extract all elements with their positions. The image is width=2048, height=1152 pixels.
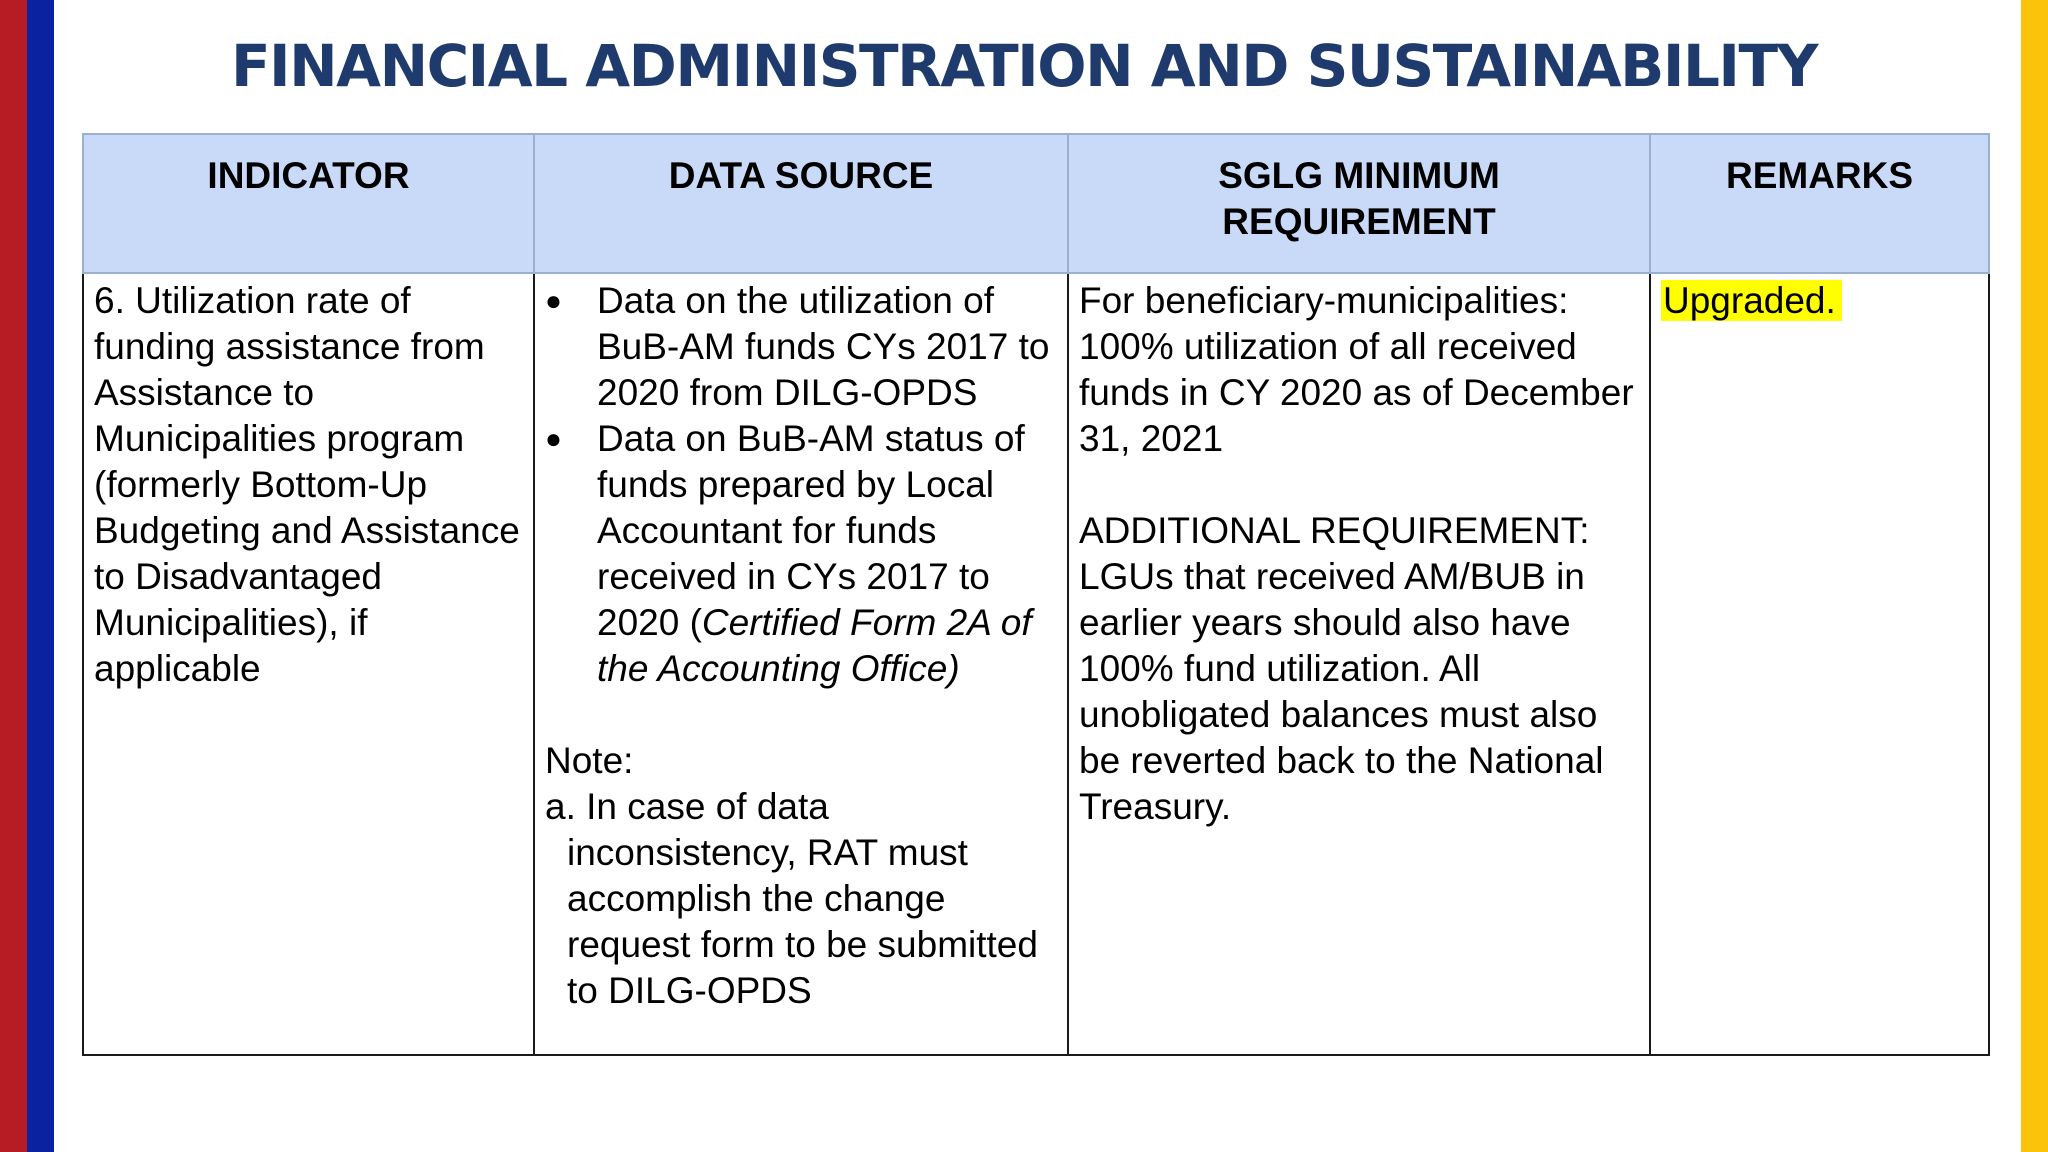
note-label: Note: [545, 740, 634, 781]
cell-data-source [534, 273, 1068, 1055]
data-source-item-italic: Certified Form 2A of the Accounting Office) [597, 602, 1032, 689]
data-source-item-text: Data on the utilization of BuB-AM funds CYs 2017 to 2020 from DILG-OPDS [597, 280, 1050, 413]
header-sglg-minimum-requirement [1068, 134, 1650, 273]
requirements-table [82, 133, 1990, 1056]
bullet-icon: ● [545, 423, 562, 454]
data-source-item [545, 278, 1057, 416]
data-source-item [545, 416, 1057, 692]
header-requirement-label: SGLG MINIMUM REQUIREMENT [1218, 155, 1500, 242]
right-yellow-stripe [2021, 0, 2048, 1152]
bullet-icon: ● [545, 285, 562, 316]
header-remarks: REMARKS [1650, 134, 1989, 273]
remarks-highlight: Upgraded. [1661, 280, 1842, 321]
left-blue-stripe [27, 0, 54, 1152]
cell-requirement [1068, 273, 1650, 1055]
cell-remarks [1650, 273, 1989, 1055]
slide-title: FINANCIAL ADMINISTRATION AND SUSTAINABILITY [230, 32, 1818, 100]
cell-indicator [83, 273, 534, 1055]
header-data-source: DATA SOURCE [534, 134, 1068, 273]
requirement-paragraph: For beneficiary-municipalities: 100% utilization of all received funds in CY 2020 as of December 31, 2021 [1079, 280, 1634, 459]
data-source-list [545, 278, 1057, 692]
table-row [83, 273, 1989, 1055]
left-red-stripe [0, 0, 27, 1152]
note-block [545, 738, 1057, 1014]
indicator-text: 6. Utilization rate of funding assistance from Assistance to Municipalities program (formerly Bottom-Up Budgeting and Assistance to Disadvantaged Municipalities), if applicable [94, 280, 520, 689]
data-source-item-text: Data on BuB-AM status of funds prepared by Local Accountant for funds received in CYs 2017 to 2020 ( [597, 418, 1025, 643]
requirement-paragraph: ADDITIONAL REQUIREMENT: LGUs that received AM/BUB in earlier years should also have 100% fund utilization. All unobligated balances must also be reverted back to the National Treasury. [1079, 510, 1604, 827]
paragraph-spacer [1079, 462, 1639, 508]
table-header-row [83, 134, 1989, 273]
header-indicator: INDICATOR [83, 134, 534, 273]
note-item: a. In case of data inconsistency, RAT must accomplish the change request form to be submitted to DILG-OPDS [545, 786, 1038, 1011]
